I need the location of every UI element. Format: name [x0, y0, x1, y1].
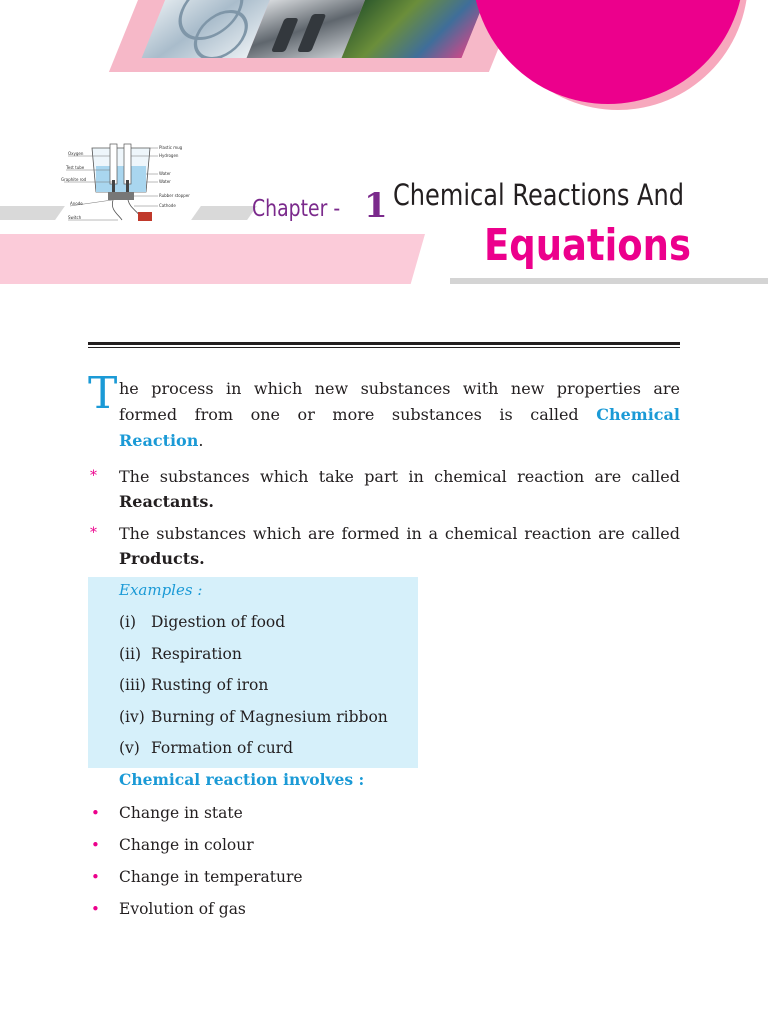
top-banner	[0, 0, 768, 120]
example-text: Digestion of food	[151, 613, 286, 631]
bullet-icon: •	[91, 804, 100, 822]
drop-cap: T	[88, 368, 118, 419]
bullet-icon: •	[91, 836, 100, 854]
example-text: Respiration	[151, 644, 242, 663]
section-divider-thin	[88, 347, 680, 348]
label-hydrogen: Hydrogen	[159, 153, 179, 158]
definition-text: The substances which take part in chemical reaction are called	[119, 467, 680, 486]
examples-list	[119, 611, 388, 769]
definition-list	[88, 464, 680, 578]
label-water: Water	[159, 171, 171, 176]
chapter-title-line1: Chemical Reactions And	[393, 178, 685, 212]
list-item-text: Change in colour	[119, 836, 254, 854]
nature-photo	[342, 0, 485, 58]
example-item	[119, 611, 388, 643]
label-rubber-stopper: Rubber stopper	[159, 193, 190, 198]
label-graphite-rod: Graphite rod	[61, 177, 87, 182]
electrolysis-apparatus-icon	[58, 140, 196, 232]
example-text: Formation of curd	[151, 739, 294, 757]
example-text: Rusting of iron	[151, 676, 269, 694]
grey-stripe-mid	[191, 206, 257, 220]
definition-text: The substances which are formed in a chemical reaction are called	[119, 524, 680, 543]
intro-paragraph	[88, 368, 680, 454]
examples-box	[88, 577, 418, 768]
example-item	[119, 674, 388, 706]
example-number: (ii)	[119, 644, 142, 663]
example-number: (iii)	[119, 676, 146, 694]
chapter-number: 1	[364, 186, 388, 226]
list-item-text: Change in temperature	[119, 868, 303, 886]
example-number: (iv)	[119, 707, 145, 726]
chapter-title-line2: Equations	[484, 220, 692, 271]
section-divider-thick	[88, 342, 680, 345]
intro-end: .	[198, 431, 204, 450]
example-item	[119, 643, 388, 675]
list-item	[88, 833, 303, 865]
example-text: Burning of Magnesium ribbon	[151, 707, 388, 726]
label-anode: Anode	[70, 201, 83, 206]
list-item	[88, 801, 303, 833]
list-item-text: Change in state	[119, 804, 243, 822]
list-item	[88, 865, 303, 897]
label-cathode: Cathode	[159, 203, 176, 208]
bullet-icon: •	[91, 868, 100, 886]
definition-term: Products.	[119, 549, 205, 568]
title-underline	[450, 278, 768, 284]
definition-item	[88, 521, 680, 571]
chapter-label: Chapter -	[252, 196, 341, 222]
grey-stripe-left	[0, 206, 65, 220]
examples-heading: Examples :	[119, 581, 203, 599]
example-item	[119, 706, 388, 738]
list-item-text: Evolution of gas	[119, 900, 246, 918]
example-number: (i)	[119, 613, 137, 631]
intro-highlight-term: Chemical Reaction	[119, 405, 680, 450]
definition-item	[88, 464, 680, 514]
label-plastic-mug: Plastic mug	[159, 145, 183, 150]
label-oxygen: Oxygen	[68, 151, 84, 156]
involves-heading: Chemical reaction involves :	[119, 770, 365, 789]
intro-body: he process in which new substances with new properties are formed from one or more substances is called	[119, 379, 680, 424]
intro-text	[119, 376, 680, 454]
definition-term: Reactants.	[119, 492, 214, 511]
banner-magenta-circle	[472, 0, 744, 104]
bullet-icon: •	[91, 900, 100, 918]
label-test-tube: Test tube	[66, 165, 85, 170]
example-item	[119, 737, 388, 769]
list-item	[88, 897, 303, 929]
asterisk-icon: *	[90, 468, 97, 484]
pink-title-band	[0, 234, 425, 284]
label-water-2: Water	[159, 179, 171, 184]
involves-list	[88, 801, 303, 929]
asterisk-icon: *	[90, 525, 97, 541]
example-number: (v)	[119, 739, 140, 757]
banner-photo-strip	[142, 0, 485, 58]
label-switch: Switch	[68, 215, 82, 220]
